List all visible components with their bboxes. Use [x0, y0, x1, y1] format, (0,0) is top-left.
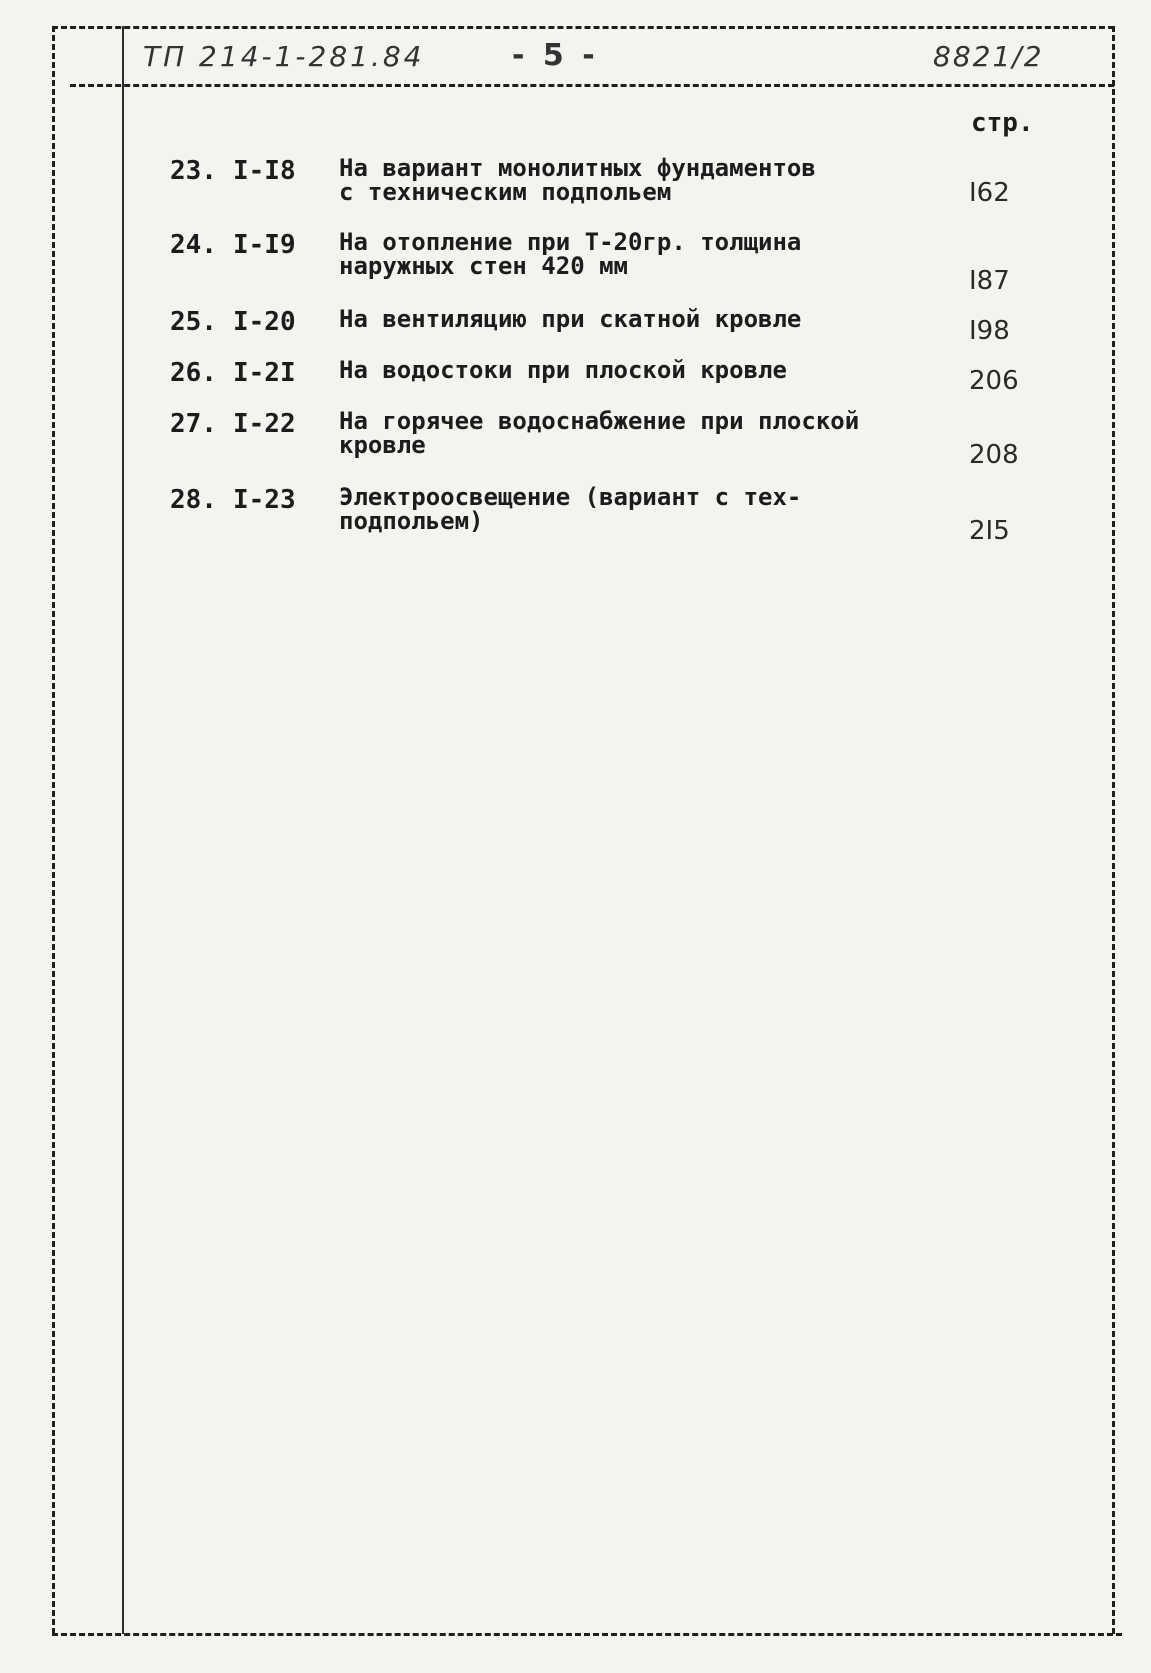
- sheet-number: 8821/2: [933, 40, 1044, 73]
- entry-code: I-23: [233, 485, 296, 515]
- entry-page: 2I5: [969, 516, 1010, 546]
- entry-code: I-20: [233, 307, 296, 337]
- entry-title: На вентиляцию при скатной кровле: [339, 305, 802, 333]
- entry-number: 23.: [170, 156, 217, 186]
- entry-code: I-22: [233, 409, 296, 439]
- entry-number: 24.: [170, 230, 217, 260]
- frame-bottom-border: [52, 1633, 1122, 1636]
- page-marker: - 5 -: [512, 38, 599, 73]
- entry-page: I87: [969, 266, 1010, 296]
- entry-page: I98: [969, 316, 1010, 346]
- entry-title: На отопление при Т-20гр. толщина наружных стен 420 мм: [339, 228, 802, 280]
- entry-title: На водостоки при плоской кровле: [339, 356, 787, 384]
- entry-page: 206: [969, 366, 1019, 396]
- entry-title: На горячее водоснабжение при плоской кровле: [339, 407, 860, 459]
- document-code: ТП 214-1-281.84: [143, 40, 425, 73]
- entry-page: 208: [969, 440, 1019, 470]
- frame-top-border: [52, 26, 1114, 29]
- entry-title: Электроосвещение (вариант с тех- подпольем): [339, 483, 802, 535]
- entry-code: I-I8: [233, 156, 296, 186]
- binding-margin-line: [122, 26, 124, 1634]
- entry-title: На вариант монолитных фундаментов с техническим подпольем: [339, 154, 816, 206]
- entry-page: I62: [969, 178, 1010, 208]
- entry-code: I-2I: [233, 358, 296, 388]
- frame-right-border: [1112, 26, 1115, 1634]
- page-column-label: стр.: [971, 108, 1034, 138]
- entry-number: 26.: [170, 358, 217, 388]
- entry-code: I-I9: [233, 230, 296, 260]
- frame-left-border: [52, 26, 55, 1634]
- entry-number: 27.: [170, 409, 217, 439]
- entry-number: 28.: [170, 485, 217, 515]
- entry-number: 25.: [170, 307, 217, 337]
- header-divider-line: [70, 84, 1114, 87]
